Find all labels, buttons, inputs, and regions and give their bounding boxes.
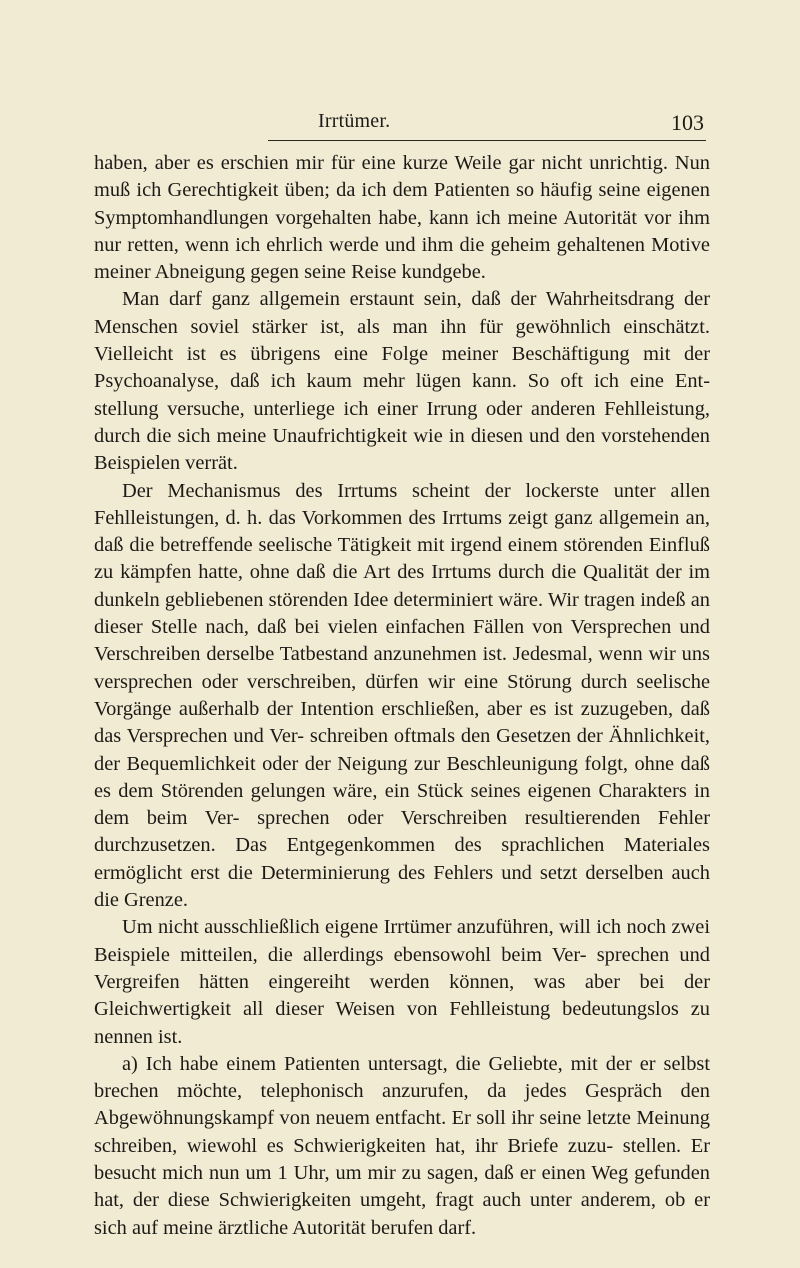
page-number: 103 xyxy=(671,110,704,135)
body-text xyxy=(94,150,710,1242)
paragraph: Um nicht ausschließlich eigene Irrtümer anzuführen, will ich noch zwei Beispiele mitteilen, die allerdings ebensowohl beim Ver- sprechen und Vergreifen hätten eingereiht werden können, was aber bei der Gleichwertigkeit all dieser Weisen von Fehlleistung bedeutungslos zu nennen ist. xyxy=(94,916,710,1048)
paragraph: Der Mechanismus des Irrtums scheint der lockerste unter allen Fehlleistungen, d. h. das Vorkommen des Irrtums zeigt ganz allgemein an, daß die betreffende seelische Tätigkeit mit irgend einem störenden Einfluß zu kämpfen hatte, ohne daß die Art des Irrtums durch die Qualität der im dunkeln gebliebenen störenden Idee determiniert wäre. Wir tragen indeß an dieser Stelle nach, daß bei vielen einfachen Fällen von Versprechen und Verschreiben derselbe Tatbestand anzunehmen ist. Jedesmal, wenn wir uns versprechen oder verschreiben, dürfen wir eine Störung durch seelische Vorgänge außerhalb der Intention erschließen, aber es ist zuzugeben, daß das Versprechen und Ver- schreiben oftmals den Gesetzen der Ähnlichkeit, der Bequemlichkeit oder der Neigung zur Beschleunigung folgt, ohne daß es dem Störenden gelungen wäre, ein Stück seines eigenen Charakters in dem beim Ver- sprechen oder Verschreiben resultierenden Fehler durchzusetzen. Das Entgegenkommen des sprachlichen Materiales ermöglicht erst die Determinierung des Fehlers und setzt derselben auch die Grenze. xyxy=(94,479,710,912)
header-rule xyxy=(268,140,706,141)
paragraph: Man darf ganz allgemein erstaunt sein, daß der Wahrheitsdrang der Menschen soviel stärker ist, als man ihn für gewöhnlich einschätzt. Vielleicht ist es übrigens eine Folge meiner Beschäftigung mit der Psychoanalyse, daß ich kaum mehr lügen kann. So oft ich eine Ent- stellung versuche, unterliege ich einer Irrung oder anderen Fehlleistung, durch die sich meine Unaufrichtigkeit wie in diesen und den vorstehenden Beispielen verrät. xyxy=(94,288,710,475)
running-title: Irrtümer. xyxy=(318,110,391,132)
running-head xyxy=(268,110,710,138)
paragraph: a) Ich habe einem Patienten untersagt, die Geliebte, mit der er selbst brechen möchte, telephonisch anzurufen, da jedes Gespräch den Abgewöhnungskampf von neuem entfacht. Er soll ihr seine letzte Meinung schreiben, wiewohl es Schwierigkeiten hat, ihr Briefe zuzu- stellen. Er besucht mich nun um 1 Uhr, um mir zu sagen, daß er einen Weg gefunden hat, der diese Schwierigkeiten umgeht, fragt auch unter anderem, ob er sich auf meine ärztliche Autorität berufen darf. xyxy=(94,1052,710,1239)
paragraph: haben, aber es erschien mir für eine kurze Weile gar nicht unrichtig. Nun muß ich Gerechtigkeit üben; da ich dem Patienten so häufig seine eigenen Symptomhandlungen vorgehalten habe, kann ich meine Autorität vor ihm nur retten, wenn ich ehrlich werde und ihm die geheim gehaltenen Motive meiner Abneigung gegen seine Reise kundgebe. xyxy=(94,152,710,284)
